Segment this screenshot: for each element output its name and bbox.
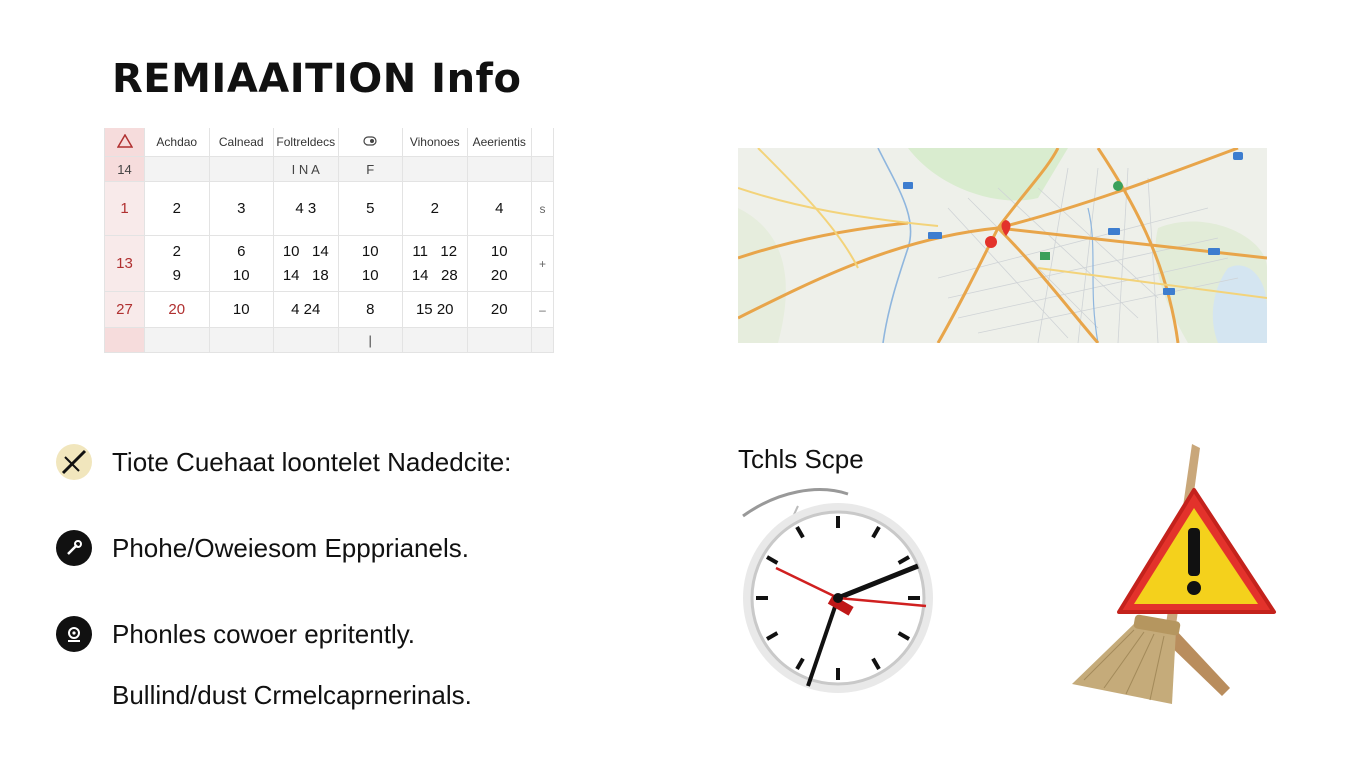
calendar-header[interactable]: Aeerientis: [467, 128, 532, 157]
calendar-cell: [209, 328, 274, 353]
calendar-cell[interactable]: 3: [209, 182, 274, 236]
calendar-cell-text: 2 9: [172, 242, 181, 284]
calendar-header-row: [105, 128, 554, 157]
calendar-row: [105, 236, 554, 292]
calendar-cell[interactable]: [209, 236, 274, 292]
warning-broom-icon: [1064, 440, 1284, 710]
calendar-cell[interactable]: 4 3: [274, 182, 339, 236]
calendar-cell[interactable]: 20: [145, 292, 210, 328]
calendar-cell: [532, 157, 554, 182]
row-side-mark: s: [532, 182, 554, 236]
calendar-row: [105, 292, 554, 328]
calendar-cell[interactable]: 10: [209, 292, 274, 328]
calendar-cell: [467, 157, 532, 182]
clock-icon: [738, 486, 948, 706]
calendar-cell: 14: [105, 157, 145, 182]
calendar-cell[interactable]: 15 20: [403, 292, 468, 328]
feature-item: [56, 442, 511, 482]
calendar-header[interactable]: Vihonoes: [403, 128, 468, 157]
calendar-cell[interactable]: [467, 236, 532, 292]
row-side-mark: +: [532, 236, 554, 292]
calendar: [104, 128, 554, 348]
calendar-cell-text: 10 10: [361, 242, 379, 284]
calendar-cell: |: [338, 328, 403, 353]
calendar-cell: [403, 328, 468, 353]
calendar-cell[interactable]: 8: [338, 292, 403, 328]
headset-icon: [56, 616, 92, 652]
calendar-cell[interactable]: 2: [403, 182, 468, 236]
feature-text: Phohe/Oweiesom Eppprianels.: [112, 532, 469, 563]
pencil-cross-icon: [56, 444, 92, 480]
calendar-cell: [105, 328, 145, 353]
calendar-cell-text: 6 10: [232, 242, 250, 284]
calendar-footer-row: [105, 328, 554, 353]
tools-title: Tchls Scpe: [738, 444, 864, 474]
calendar-cell[interactable]: 2: [145, 182, 210, 236]
calendar-cell[interactable]: 4: [467, 182, 532, 236]
calendar-cell[interactable]: [403, 236, 468, 292]
feature-item: [56, 614, 415, 654]
row-label: 1: [105, 182, 145, 236]
calendar-cell: [403, 157, 468, 182]
calendar-cell[interactable]: 20: [467, 292, 532, 328]
calendar-cell-text: 10 14 14 18: [282, 242, 329, 284]
row-side-mark: –: [532, 292, 554, 328]
calendar-cell: [532, 328, 554, 353]
calendar-cell: [209, 157, 274, 182]
calendar-cell[interactable]: [145, 236, 210, 292]
alert-icon: [105, 128, 145, 157]
calendar-cell: [467, 328, 532, 353]
calendar-header[interactable]: Calnead: [209, 128, 274, 157]
calendar-header[interactable]: Foltreldecs: [274, 128, 339, 157]
toggle-icon[interactable]: [338, 128, 403, 157]
feature-item: [56, 528, 469, 568]
feature-text: Phonles cowoer epritently.: [112, 618, 416, 649]
calendar-cell: [274, 328, 339, 353]
calendar-subheader-row: [105, 157, 554, 182]
calendar-cell: [145, 328, 210, 353]
calendar-cell[interactable]: [338, 236, 403, 292]
calendar-cell: [145, 157, 210, 182]
page-title: REMIAAITION Info: [112, 56, 522, 102]
calendar-cell: I N A: [274, 157, 339, 182]
calendar-cell-text: 11 12 14 28: [411, 242, 458, 284]
calendar-table: [104, 128, 554, 353]
feature-text: Tiote Cuehaat loontelet Nadedcite:: [112, 446, 512, 477]
calendar-row: [105, 182, 554, 236]
row-label: 13: [105, 236, 145, 292]
calendar-header[interactable]: Achdao: [145, 128, 210, 157]
calendar-header-spacer: [532, 128, 554, 157]
map-view[interactable]: [738, 148, 1267, 343]
map-graphic: [738, 148, 1267, 343]
calendar-cell[interactable]: 5: [338, 182, 403, 236]
calendar-cell-text: 10 20: [490, 242, 508, 284]
calendar-cell[interactable]: 4 24: [274, 292, 339, 328]
phone-wrench-icon: [56, 530, 92, 566]
row-label: 27: [105, 292, 145, 328]
calendar-cell[interactable]: [274, 236, 339, 292]
feature-plain-text: Bullind/dust Crmelcaprnerinals.: [112, 680, 472, 710]
calendar-cell: F: [338, 157, 403, 182]
